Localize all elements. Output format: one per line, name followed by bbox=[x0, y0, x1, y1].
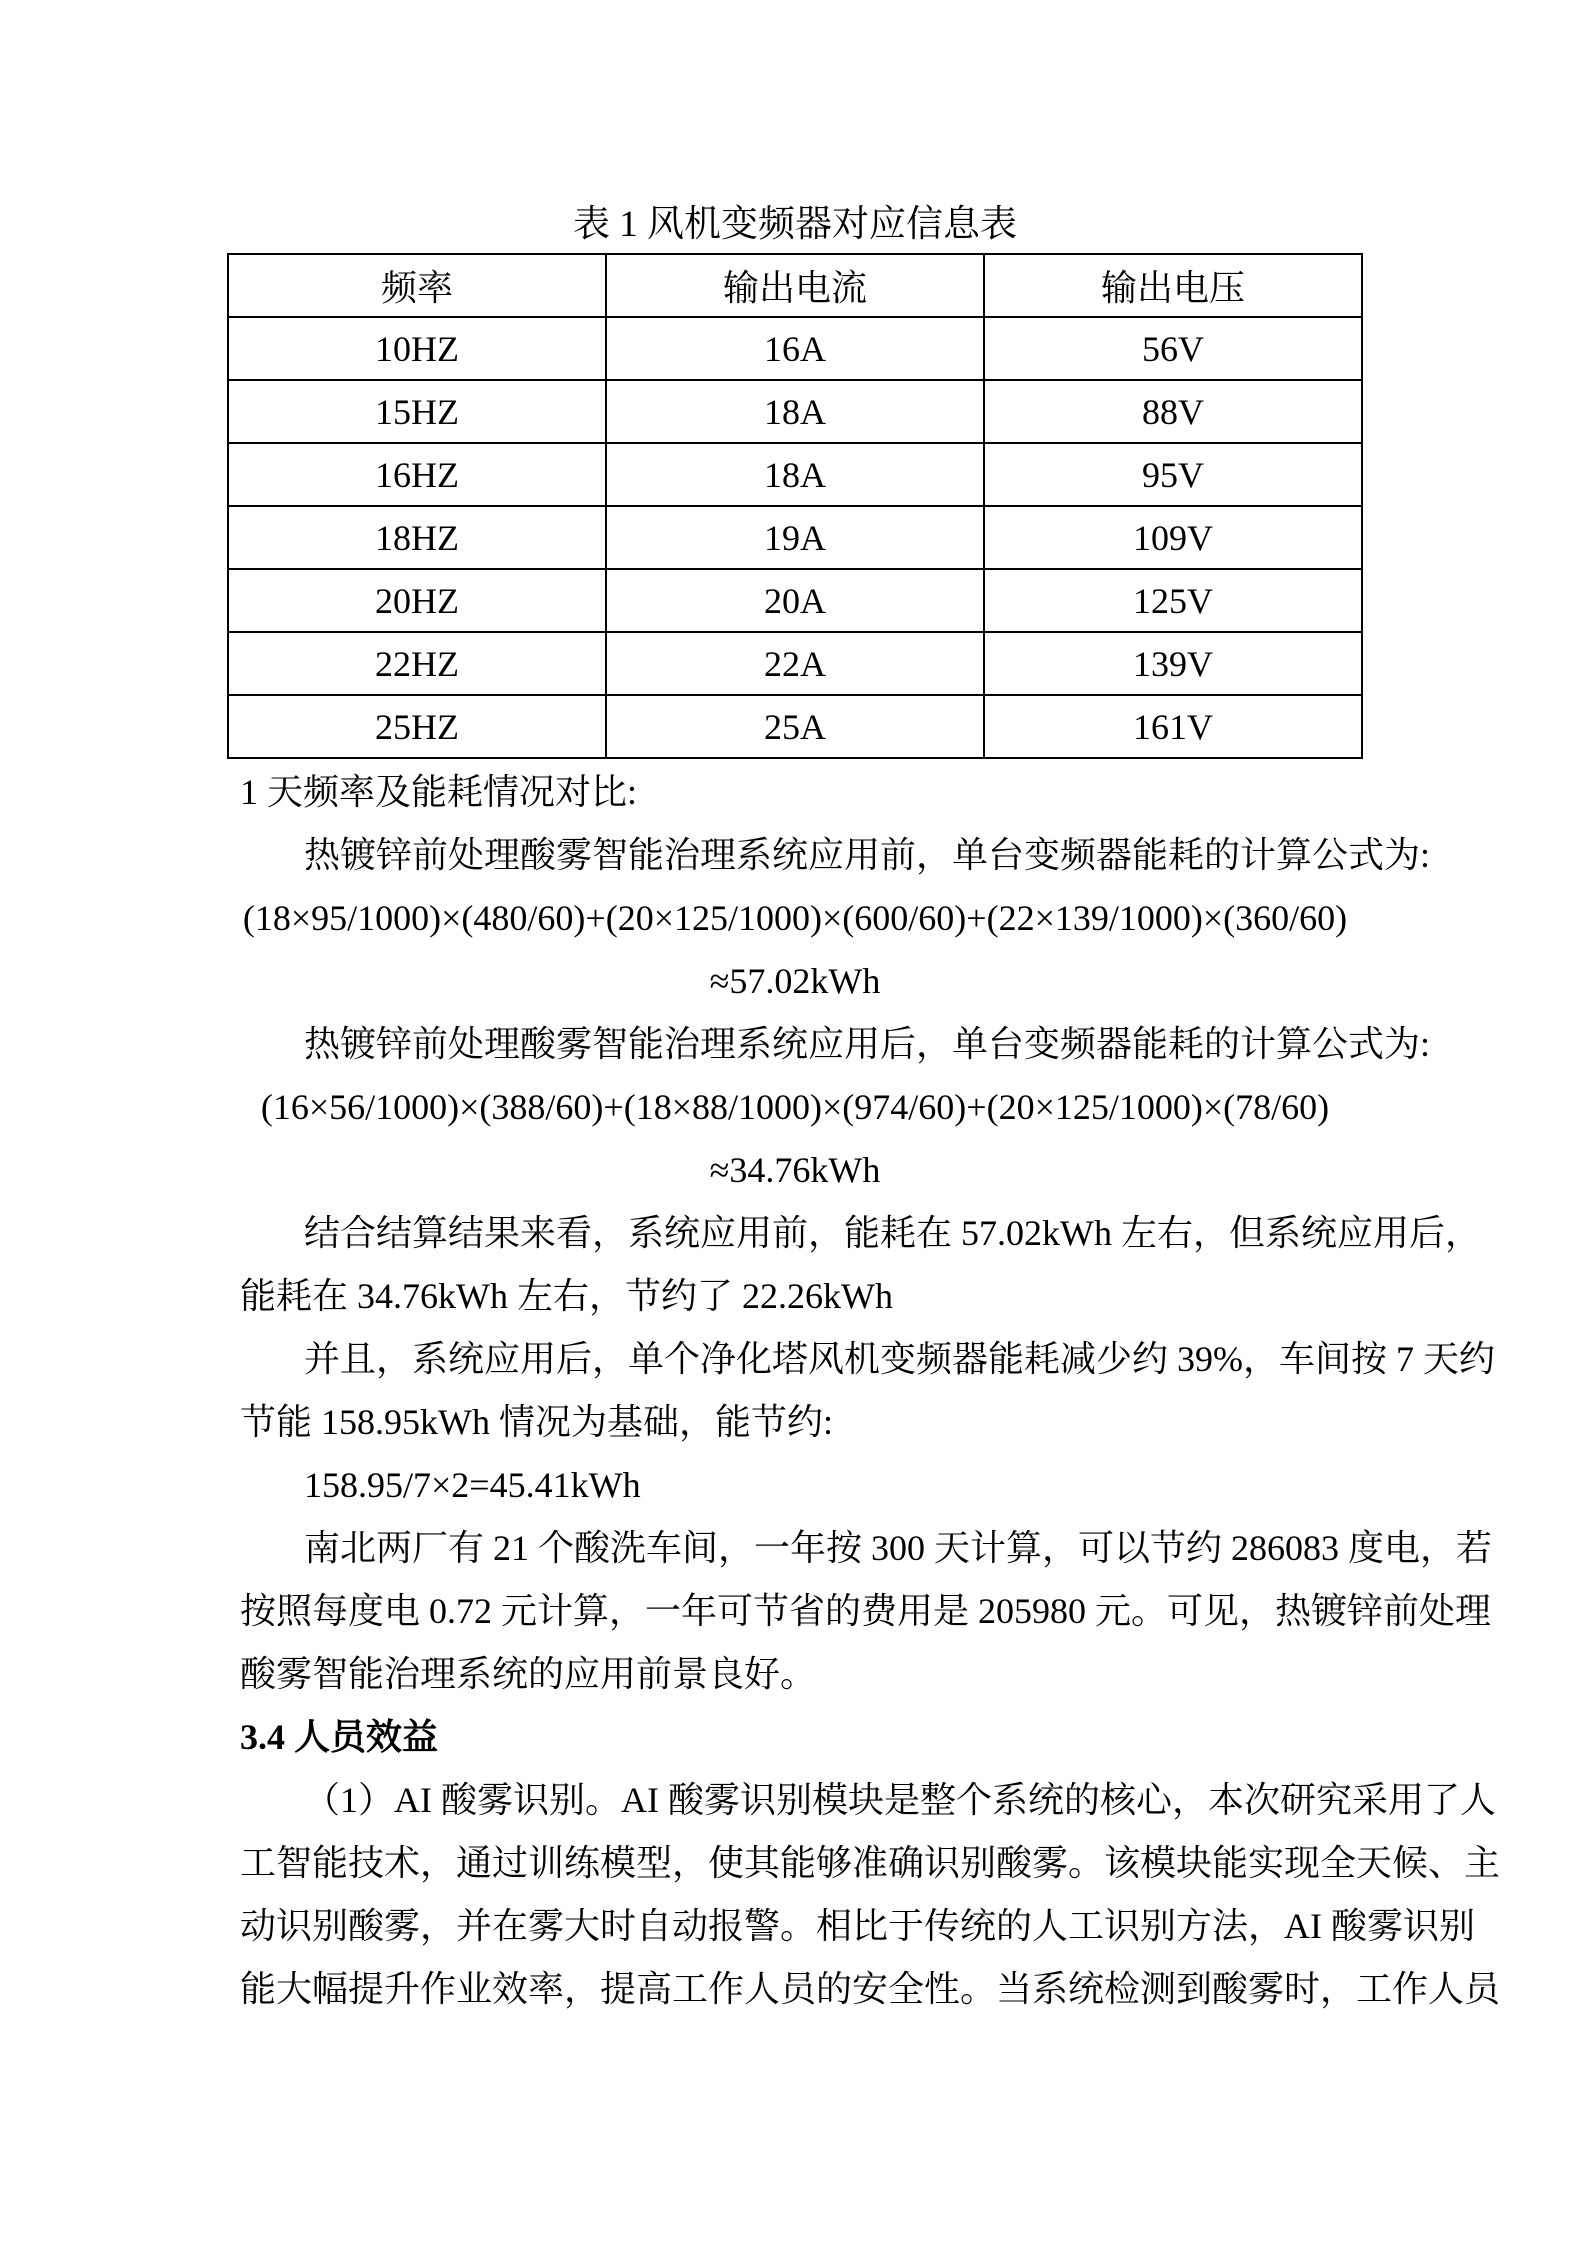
text-line: 热镀锌前处理酸雾智能治理系统应用前，单台变频器能耗的计算公式为: bbox=[304, 835, 1431, 875]
text-line: 工智能技术，通过训练模型，使其能够准确识别酸雾。该模块能实现全天候、主 bbox=[240, 1843, 1501, 1883]
text-line: 南北两厂有 21 个酸洗车间，一年按 300 天计算，可以节约 286083 度电，若 bbox=[304, 1528, 1493, 1568]
table-cell: 22HZ bbox=[228, 632, 606, 695]
section-heading: 3.4 人员效益 bbox=[240, 1717, 439, 1757]
table-cell: 25HZ bbox=[228, 695, 606, 758]
table-cell: 95V bbox=[984, 443, 1362, 506]
table-cell: 19A bbox=[606, 506, 984, 569]
formula-line: ≈34.76kWh bbox=[709, 1150, 881, 1190]
table-cell: 20HZ bbox=[228, 569, 606, 632]
table-row bbox=[228, 380, 1362, 443]
text-line: 动识别酸雾，并在雾大时自动报警。相比于传统的人工识别方法，AI 酸雾识别 bbox=[240, 1906, 1475, 1946]
text-line: 能耗在 34.76kWh 左右，节约了 22.26kWh bbox=[240, 1276, 893, 1316]
table-cell: 139V bbox=[984, 632, 1362, 695]
table-cell: 88V bbox=[984, 380, 1362, 443]
table-cell: 22A bbox=[606, 632, 984, 695]
text-line: 酸雾智能治理系统的应用前景良好。 bbox=[240, 1654, 817, 1694]
text-line: 能大幅提升作业效率，提高工作人员的安全性。当系统检测到酸雾时，工作人员 bbox=[240, 1969, 1501, 2009]
table-cell: 15HZ bbox=[228, 380, 606, 443]
text-line: 按照每度电 0.72 元计算，一年可节省的费用是 205980 元。可见，热镀锌前处理 bbox=[240, 1591, 1492, 1631]
table-cell: 16A bbox=[606, 317, 984, 380]
table-cell: 125V bbox=[984, 569, 1362, 632]
text-line: 节能 158.95kWh 情况为基础，能节约: bbox=[240, 1402, 833, 1442]
table-row bbox=[228, 443, 1362, 506]
table-body bbox=[228, 317, 1362, 758]
text-line: 热镀锌前处理酸雾智能治理系统应用后，单台变频器能耗的计算公式为: bbox=[304, 1024, 1431, 1064]
fan-inverter-info-table bbox=[227, 253, 1363, 759]
table-caption: 表 1 风机变频器对应信息表 bbox=[573, 204, 1017, 245]
table-cell: 20A bbox=[606, 569, 984, 632]
table-cell: 25A bbox=[606, 695, 984, 758]
table-row bbox=[228, 569, 1362, 632]
text-line: 158.95/7×2=45.41kWh bbox=[304, 1465, 641, 1505]
text-body bbox=[240, 761, 1501, 2021]
table-row bbox=[228, 506, 1362, 569]
text-line: 并且，系统应用后，单个净化塔风机变频器能耗减少约 39%，车间按 7 天约 bbox=[304, 1339, 1495, 1379]
table-row bbox=[228, 695, 1362, 758]
table-cell: 18A bbox=[606, 443, 984, 506]
table-header-cell: 输出电压 bbox=[984, 254, 1362, 317]
table-cell: 56V bbox=[984, 317, 1362, 380]
table-header-row bbox=[228, 254, 1362, 317]
table-row bbox=[228, 317, 1362, 380]
formula-line: (18×95/1000)×(480/60)+(20×125/1000)×(600/60)+(22×139/1000)×(360/60) bbox=[242, 898, 1348, 938]
table-cell: 18HZ bbox=[228, 506, 606, 569]
formula-line: ≈57.02kWh bbox=[709, 961, 881, 1001]
table-header-cell: 频率 bbox=[228, 254, 606, 317]
text-line: （1）AI 酸雾识别。AI 酸雾识别模块是整个系统的核心，本次研究采用了人 bbox=[304, 1780, 1496, 1820]
table-cell: 161V bbox=[984, 695, 1362, 758]
formula-line: (16×56/1000)×(388/60)+(18×88/1000)×(974/60)+(20×125/1000)×(78/60) bbox=[260, 1087, 1330, 1127]
table-cell: 18A bbox=[606, 380, 984, 443]
table-cell: 109V bbox=[984, 506, 1362, 569]
text-line: 1 天频率及能耗情况对比: bbox=[240, 772, 638, 812]
table-cell: 10HZ bbox=[228, 317, 606, 380]
table-row bbox=[228, 632, 1362, 695]
text-line: 结合结算结果来看，系统应用前，能耗在 57.02kWh 左右，但系统应用后， bbox=[304, 1213, 1481, 1253]
table-header-cell: 输出电流 bbox=[606, 254, 984, 317]
table-cell: 16HZ bbox=[228, 443, 606, 506]
